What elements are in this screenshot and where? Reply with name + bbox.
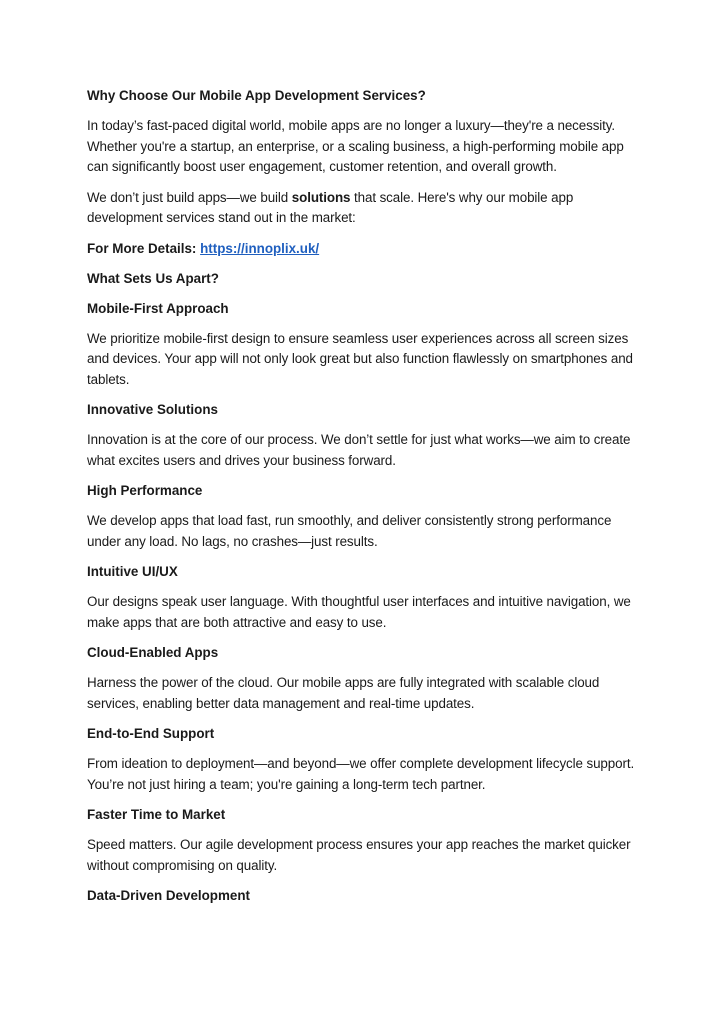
section-text-cloud: Harness the power of the cloud. Our mobile apps are fully integrated with scalable cloud services, enabling better data management and real-time updates. — [87, 675, 600, 711]
section-heading-support: End-to-End Support — [87, 726, 215, 741]
build-paragraph — [87, 188, 639, 229]
build-paragraph-before: We don’t just build apps—we build — [87, 189, 292, 205]
section-heading-ui-ux: Intuitive UI/UX — [87, 564, 178, 579]
section-text-ui-ux: Our designs speak user language. With thoughtful user interfaces and intuitive navigation, we make apps that are both attractive and easy to use. — [87, 594, 631, 630]
build-paragraph-bold: solutions — [291, 189, 351, 205]
section-text-innovative: Innovation is at the core of our process. We don’t settle for just what works—we aim to create what excites users and drives your business forward. — [87, 432, 631, 468]
section-heading-innovative: Innovative Solutions — [87, 402, 218, 417]
section-heading-time-to-market: Faster Time to Market — [87, 807, 226, 822]
section-heading-mobile-first: Mobile-First Approach — [87, 300, 229, 316]
section-text-time-to-market: Speed matters. Our agile development process ensures your app reaches the market quicker without compromising on quality. — [87, 837, 631, 873]
more-details — [87, 239, 639, 259]
section-text-performance: We develop apps that load fast, run smoothly, and deliver consistently strong performance under any load. No lags, no crashes—just results. — [87, 513, 612, 549]
section-text-mobile-first: We prioritize mobile-first design to ensure seamless user experiences across all screen sizes and devices. Your app will not only look great but also function flawlessly on smartphones and tablets. — [87, 330, 633, 387]
details-link[interactable]: https://innoplix.uk/ — [200, 240, 320, 256]
intro-paragraph: In today’s fast-paced digital world, mobile apps are no longer a luxury—they're a necessity. Whether you're a startup, an enterprise, or a scaling business, a high-performing mobile app can significantly boost user engagement, customer retention, and overall growth. — [87, 118, 624, 174]
section-text-support: From ideation to deployment—and beyond—we offer complete development lifecycle support. You’re not just hiring a team; you're gaining a long-term tech partner. — [87, 756, 635, 792]
build-paragraph-after: that scale. Here's why our mobile app development services stand out in the market: — [87, 189, 574, 225]
apart-heading: What Sets Us Apart? — [87, 270, 219, 286]
intro-heading: Why Choose Our Mobile App Development Services? — [87, 88, 426, 103]
final-heading: Data-Driven Development — [87, 888, 250, 903]
details-label: For More Details: — [87, 240, 201, 256]
section-heading-performance: High Performance — [87, 483, 203, 498]
section-heading-cloud: Cloud-Enabled Apps — [87, 645, 219, 660]
